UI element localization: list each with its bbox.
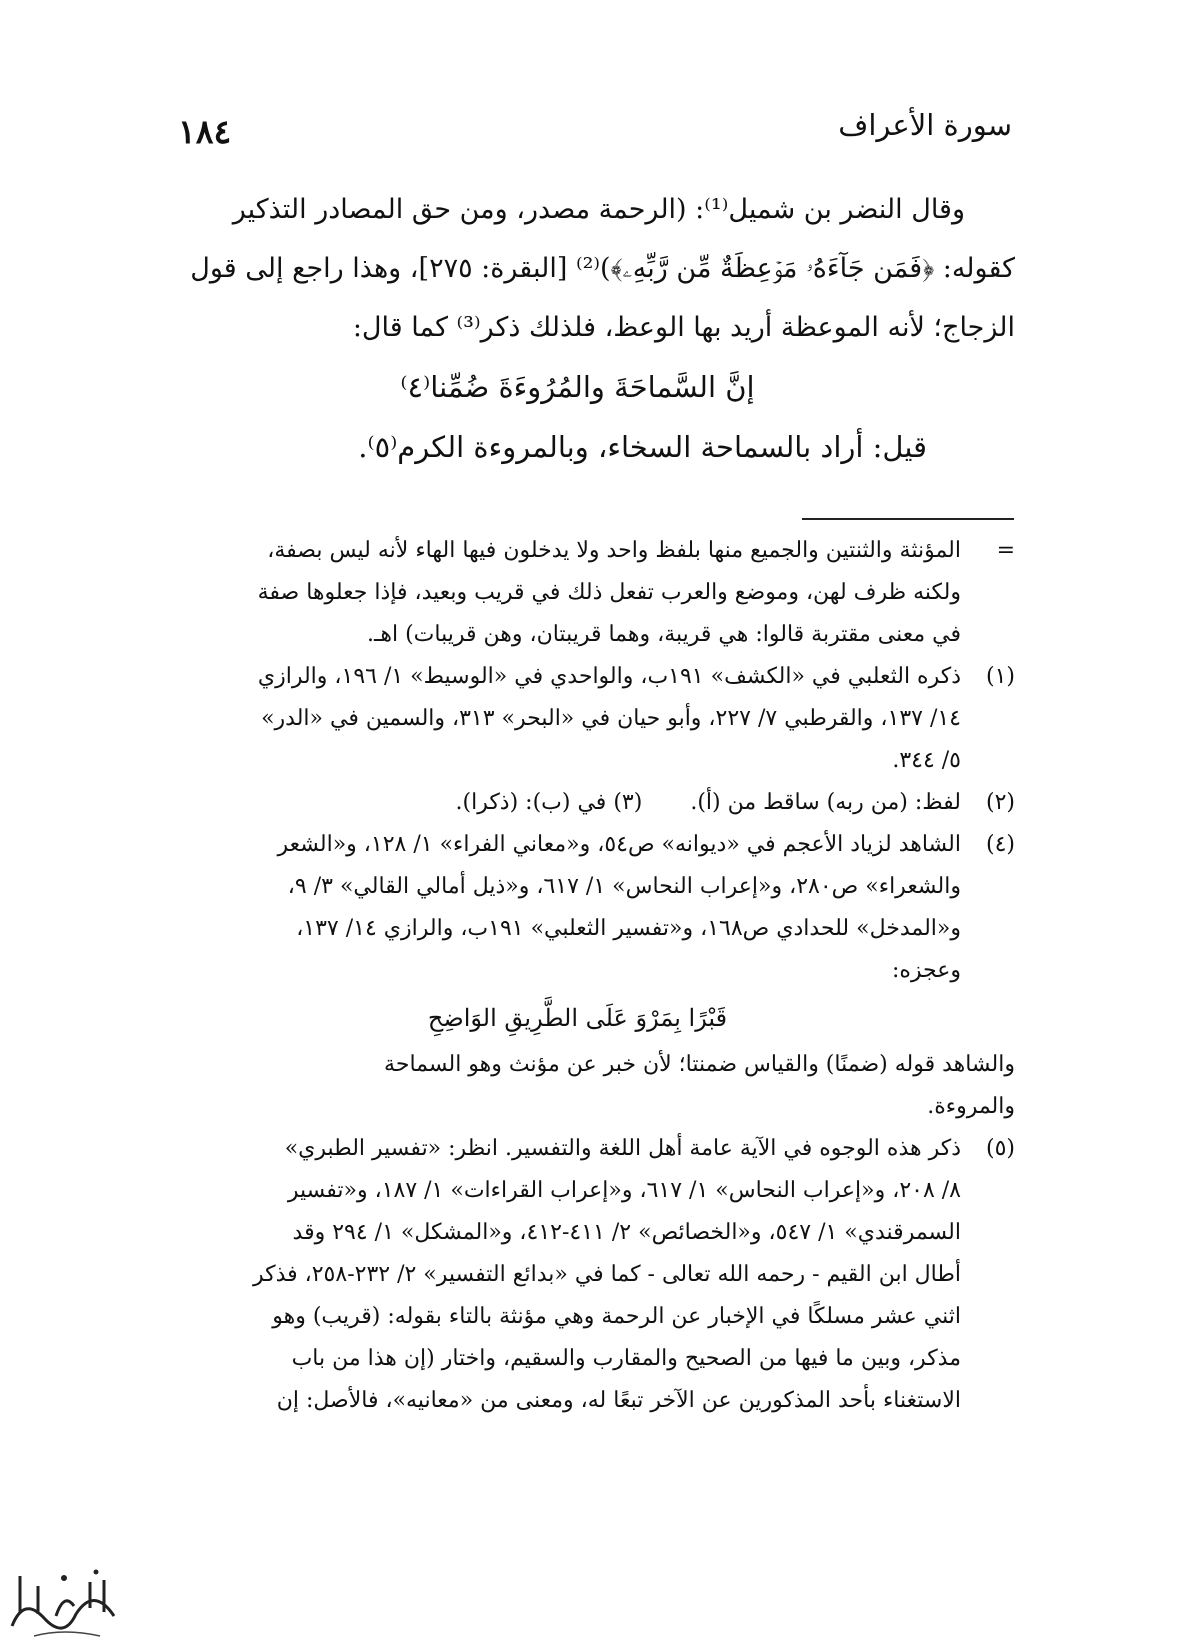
main-line: كقوله: ﴿فَمَن جَآءَهُۥ مَوۡعِظَةٌ مِّن رَّبِّهِۦ﴾)⁽²⁾ [البقرة: ٢٧٥]، وهذا راجع إلى قول — [190, 253, 1015, 284]
footnote-continuation — [140, 530, 1015, 656]
footnote-2-3 — [140, 782, 1015, 824]
footnote-4-after — [140, 1044, 1015, 1128]
footnote-number: (١) — [985, 664, 1015, 689]
footnote-line: الاستغناء بأحد المذكورين عن الآخر تبعًا له، ومعنى من «معانيه»، فالأصل: إن — [276, 1388, 961, 1413]
footnote-4 — [140, 824, 1015, 992]
footnote-3-text: في (ب): (ذكرا). — [455, 790, 607, 815]
footnote-line: الشاهد لزياد الأعجم في «ديوانه» ص٥٤، و«معاني الفراء» ١/ ١٢٨، و«الشعر — [277, 832, 961, 857]
footnote-number: (٢) — [985, 790, 1015, 815]
footnote-line: ذكر هذه الوجوه في الآية عامة أهل اللغة والتفسير. انظر: «تفسير الطبري» — [284, 1136, 961, 1161]
footnote-line: السمرقندي» ١/ ٥٤٧، و«الخصائص» ٢/ ٤١١-٤١٢، و«المشكل» ١/ ٢٩٤ وقد — [292, 1220, 961, 1245]
footnote-line: ذكره الثعلبي في «الكشف» ١٩١ب، والواحدي في «الوسيط» ١/ ١٩٦، والرازي — [257, 664, 961, 689]
footnote-divider — [802, 518, 1014, 520]
footnote-line: أطال ابن القيم - رحمه الله تعالى - كما في «بدائع التفسير» ٢/ ٢٣٢-٢٥٨، فذكر — [252, 1262, 961, 1287]
footnote-line: والشعراء» ص٢٨٠، و«إعراب النحاس» ١/ ٦١٧، و«ذيل أمالي القالي» ٣/ ٩، — [287, 874, 961, 899]
main-line: قيل: أراد بالسماحة السخاء، وبالمروءة الكرم⁽٥⁾. — [358, 430, 927, 464]
footnote-number: (٥) — [985, 1136, 1015, 1161]
surah-title: سورة الأعراف — [838, 108, 1012, 142]
footnote-line: في معنى مقتربة قالوا: هي قريبة، وهما قريبتان، وهن قريبات) اهـ. — [366, 622, 961, 647]
footnote-line: اثني عشر مسلكًا في الإخبار عن الرحمة وهي مؤنثة بالتاء بقوله: (قريب) وهو — [272, 1304, 961, 1329]
footnote-line: ٨/ ٢٠٨، و«إعراب النحاس» ١/ ٦١٧، و«إعراب القراءات» ١/ ١٨٧، و«تفسير — [287, 1178, 961, 1203]
footnote-line: ١٤/ ١٣٧، والقرطبي ٧/ ٢٢٧، وأبو حيان في «البحر» ٣١٣، والسمين في «الدر» — [261, 706, 961, 731]
main-text — [140, 180, 1015, 477]
footnote-line: وعجزه: — [891, 958, 961, 983]
poem-verse: إنَّ السَّماحَةَ والمُرُوءَةَ ضُمِّنا⁽٤⁾ — [400, 370, 755, 404]
footnote-line: المؤنثة والثنتين والجميع منها بلفظ واحد ولا يدخلون فيها الهاء لأنه ليس بصفة، — [267, 538, 961, 563]
footnote-line: و«المدخل» للحدادي ص١٦٨، و«تفسير الثعلبي» ١٩١ب، والرازي ١٤/ ١٣٧، — [296, 916, 961, 941]
footnote-number: (٤) — [985, 832, 1015, 857]
footnote-5 — [140, 1128, 1015, 1422]
continuation-marker: = — [996, 538, 1015, 563]
publisher-logo — [4, 1556, 124, 1642]
footnote-line: مذكر، وبين ما فيها من الصحيح والمقارب والسقيم، واختار (إن هذا من باب — [291, 1346, 961, 1371]
footnote-2-text: لفظ: (من ربه) ساقط من (أ). — [690, 790, 961, 815]
page-header — [178, 108, 1012, 158]
footnote-line: ولكنه ظرف لهن، وموضع والعرب تفعل ذلك في قريب وبعيد، فإذا جعلوها صفة — [257, 580, 961, 605]
page-number: ١٨٤ — [178, 112, 232, 151]
footnotes — [140, 530, 1015, 1422]
main-line: الزجاج؛ لأنه الموعظة أريد بها الوعظ، فلذلك ذكر⁽³⁾ كما قال: — [352, 312, 1015, 343]
footnote-line: والشاهد قوله (ضمنًا) والقياس ضمنتا؛ لأن خبر عن مؤنث وهو السماحة — [384, 1052, 1015, 1077]
footnote-line: ٥/ ٣٤٤. — [892, 748, 961, 773]
footnote-line: والمروءة. — [927, 1094, 1015, 1119]
footnote-3-number: (٣) — [613, 790, 643, 815]
main-line: وقال النضر بن شميل⁽¹⁾: (الرحمة مصدر، ومن حق المصادر التذكير — [232, 194, 965, 225]
footnote-1 — [140, 656, 1015, 782]
footnote-poem: قَبْرًا بِمَرْوَ عَلَى الطَّرِيقِ الوَاضِحِ — [427, 1004, 728, 1032]
